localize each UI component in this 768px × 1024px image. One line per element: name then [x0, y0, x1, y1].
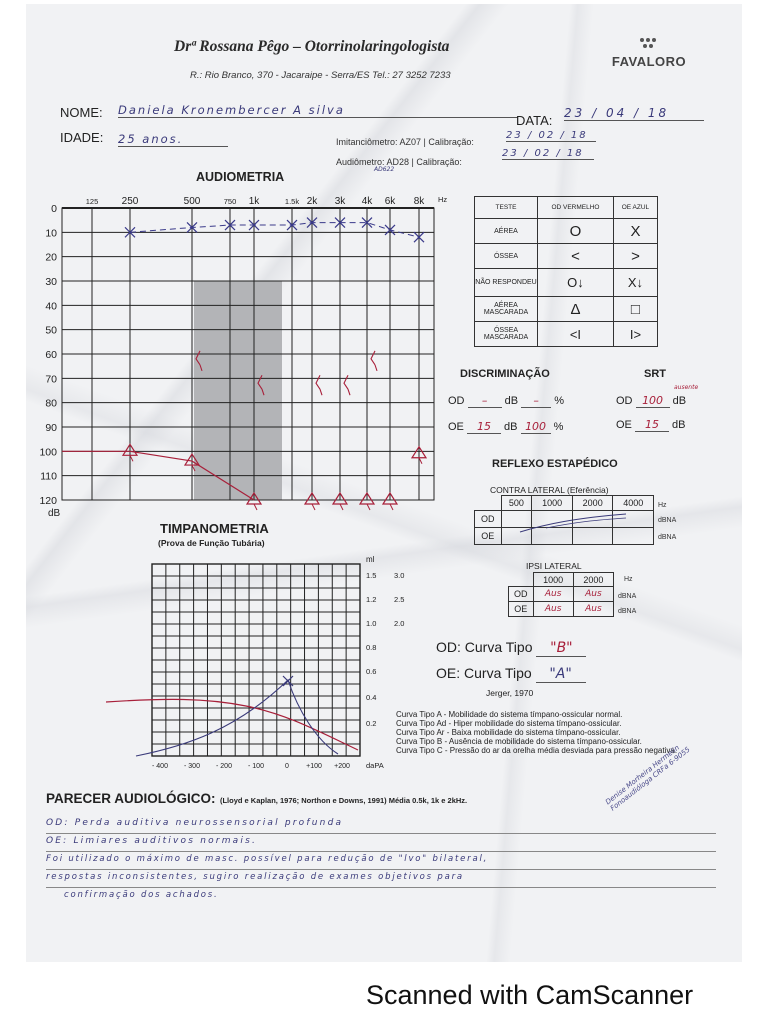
reflex-freq: 4000: [613, 496, 654, 511]
srt-od-label: OD: [616, 395, 633, 407]
legend-od-symbol: <I: [538, 322, 614, 347]
ipsi-freq: 2000: [573, 573, 613, 587]
freq-unit-label: Hz: [438, 195, 448, 204]
reflex-row-label: OD: [475, 511, 502, 528]
ipsi-hz: Hz: [624, 576, 633, 583]
pressure-tick-label: - 400: [152, 763, 168, 770]
legend-od-symbol: <: [538, 244, 614, 269]
parecer-line: respostas inconsistentes, sugiro realização de exames objetivos para: [46, 870, 716, 888]
legend-test: AÉREA MASCARADA: [475, 297, 538, 322]
db-tick-label: 10: [45, 227, 57, 240]
name-label: NOME:: [60, 105, 103, 120]
tympanometry-subtitle: (Prova de Função Tubária): [158, 538, 265, 548]
clinic-address: R.: Rio Branco, 370 - Jacaraipe - Serra/ES Tel.: 27 3252 7233: [190, 70, 451, 81]
discrimination-od-row: [448, 394, 564, 408]
legend-od-symbol: Δ: [538, 297, 614, 322]
pressure-tick-label: +200: [334, 763, 350, 770]
od-tympanogram-curve: [106, 699, 358, 750]
srt-title: SRT: [644, 368, 666, 380]
legend-od-symbol: O↓: [538, 269, 614, 297]
legend-oe-symbol: I>: [613, 322, 657, 347]
od-no-response-arrow: [254, 504, 257, 510]
legend-header-od: OD VERMELHO: [538, 197, 614, 219]
srt-od-note: ausente: [674, 384, 699, 391]
freq-tick-label: 4k: [361, 196, 373, 207]
legend-test: NÃO RESPONDEU: [475, 269, 538, 297]
oe-label: OE: [448, 421, 464, 433]
freq-tick-label: 750: [223, 197, 237, 206]
pressure-tick-label: - 300: [184, 763, 200, 770]
pressure-unit-label: daPA: [366, 761, 384, 770]
db-unit-label: dB: [48, 508, 61, 519]
od-curve-value: "B": [536, 640, 586, 657]
db-tick-label: 110: [40, 470, 57, 483]
ml-tick-label: 1.5: [366, 571, 377, 580]
discrimination-oe-row: [448, 420, 563, 434]
db-unit: dB: [504, 421, 518, 433]
date-label: DATA:: [516, 113, 553, 128]
srt-db-unit: dB: [672, 419, 686, 431]
db-tick-label: 0: [51, 203, 57, 215]
db-tick-label: 50: [45, 324, 57, 337]
ipsi-row-label: OD: [509, 587, 534, 602]
pressure-tick-label: 0: [285, 763, 289, 770]
srt-oe-row: [616, 418, 686, 432]
discrimination-od-db: –: [468, 394, 502, 408]
audiometro-note: AD622: [374, 166, 395, 173]
od-no-response-arrow: [367, 504, 370, 510]
curve-type-line: Curva Tipo B - Ausência de mobilidade do sistema tímpano-ossicular.: [396, 737, 642, 746]
legend-oe-symbol: X: [613, 219, 657, 244]
freq-tick-label: 8k: [413, 196, 425, 207]
scale-tick-label: 3.0: [394, 571, 405, 580]
db-tick-label: 30: [45, 276, 57, 288]
pct-unit: %: [554, 395, 564, 407]
reflex-freq: 500: [501, 496, 532, 511]
ml-tick-label: 0.4: [366, 693, 377, 702]
jerger-citation: Jerger, 1970: [486, 688, 534, 698]
reflex-row-label: OE: [475, 528, 502, 545]
scale-tick-label: 2.5: [394, 595, 405, 604]
imitanciometro-date: 23 / 02 / 18: [506, 130, 596, 142]
freq-tick-label: 1.5k: [284, 197, 300, 206]
scale-tick-label: 2.0: [394, 619, 405, 628]
audiogram-chart: [34, 190, 448, 530]
db-tick-label: 20: [45, 251, 57, 264]
ml-tick-label: 0.2: [366, 719, 377, 728]
logo-dots-icon: [638, 36, 658, 52]
parecer-text: [46, 816, 716, 905]
reflex-oe-unit: dBNA: [658, 534, 677, 541]
age-value: 25 anos.: [118, 132, 228, 147]
ipsi-value: Aus: [573, 587, 613, 602]
od-no-response-arrow: [340, 504, 343, 510]
freq-tick-label: 500: [183, 196, 201, 207]
od-label: OD: [448, 395, 465, 407]
srt-od-row: [616, 394, 686, 408]
freq-tick-label: 6k: [384, 196, 396, 207]
freq-tick-label: 125: [85, 197, 99, 206]
pressure-tick-label: +100: [306, 763, 322, 770]
db-unit: dB: [504, 395, 519, 407]
report-page: [26, 4, 742, 962]
freq-tick-label: 1k: [248, 196, 260, 207]
pressure-tick-label: - 200: [216, 763, 232, 770]
db-tick-label: 70: [45, 373, 57, 386]
ipsi-od-unit: dBNA: [618, 593, 637, 600]
ml-tick-label: 1.2: [366, 595, 377, 604]
legend-header-oe: OE AZUL: [613, 197, 657, 219]
pct-unit: %: [553, 421, 564, 433]
reflex-od-unit: dBNA: [658, 517, 677, 524]
tympanogram-chart: [76, 550, 406, 772]
name-value: Daniela Kronembercer A silva: [118, 103, 518, 118]
parecer-line: OE: Limiares auditivos normais.: [46, 834, 716, 852]
imitanciometro-label: Imitanciômetro: AZ07 | Calibração:: [336, 137, 474, 147]
db-tick-label: 120: [39, 495, 57, 507]
legend-oe-symbol: >: [613, 244, 657, 269]
symbol-legend: [474, 196, 658, 347]
camscanner-watermark: Scanned with CamScanner: [366, 980, 694, 1010]
legend-oe-symbol: □: [613, 297, 657, 322]
freq-tick-label: 250: [121, 196, 139, 207]
curve-type-line: Curva Tipo C - Pressão do ar da orelha média desviada para pressão negativa.: [396, 746, 678, 755]
curve-type-line: Curva Tipo Ad - Hiper mobilidade do sistema tímpano-ossicular.: [396, 719, 622, 728]
ipsi-row-label: OE: [509, 602, 534, 617]
ipsi-freq: 1000: [533, 573, 573, 587]
discrimination-od-pct: –: [521, 394, 551, 408]
audiometro-label: Audiômetro: AD28 | Calibração:: [336, 157, 462, 167]
date-value: 23 / 04 / 18: [564, 106, 704, 121]
audiometro-date: 23 / 02 / 18: [502, 148, 594, 160]
oe-series-line: [130, 223, 419, 238]
discrimination-title: DISCRIMINAÇÃO: [460, 368, 550, 380]
reflex-handwriting: [516, 510, 636, 536]
logo-text: FAVALORO: [611, 54, 687, 69]
doctor-name: Drª Rossana Pêgo – Otorrinolaringologista: [174, 38, 450, 55]
parecer-line: confirmação dos achados.: [64, 890, 219, 900]
ipsi-value: Aus: [533, 587, 573, 602]
db-tick-label: 90: [45, 422, 57, 434]
legend-oe-symbol: X↓: [613, 269, 657, 297]
parecer-title: PARECER AUDIOLÓGICO:: [46, 791, 216, 806]
contra-lateral-title: CONTRA LATERAL (Eferência): [490, 485, 609, 495]
ipsi-oe-unit: dBNA: [618, 608, 637, 615]
ipsi-lateral-title: IPSI LATERAL: [526, 561, 582, 571]
curve-type-line: Curva Tipo A - Mobilidade do sistema tímpano-ossicular normal.: [396, 710, 623, 719]
oe-curve-label: OE: Curva Tipo: [436, 665, 532, 681]
ml-unit-label: ml: [366, 555, 375, 564]
srt-db-unit: dB: [672, 395, 687, 407]
od-curve-row: [436, 639, 586, 657]
reflex-hz: Hz: [658, 502, 667, 509]
reflex-freq: 1000: [532, 496, 573, 511]
discrimination-oe-db: 15: [467, 420, 501, 434]
discrimination-oe-pct: 100: [521, 420, 551, 434]
srt-od-value: 100: [636, 394, 670, 408]
legend-od-symbol: O: [538, 219, 614, 244]
db-tick-label: 100: [39, 446, 57, 459]
od-curve-label: OD: Curva Tipo: [436, 639, 533, 655]
legend-header-test: TESTE: [475, 197, 538, 219]
parecer-line: OD: Perda auditiva neurossensorial profunda: [46, 816, 716, 834]
signature-stamp: Denise Morheira Hermelin Fonoaudióloga CRFa 6-9055: [604, 743, 692, 813]
db-tick-label: 80: [45, 397, 57, 410]
audiometry-title: AUDIOMETRIA: [196, 170, 285, 184]
tympanometry-title: TIMPANOMETRIA: [160, 521, 269, 536]
freq-tick-label: 2k: [306, 196, 318, 207]
srt-oe-label: OE: [616, 419, 632, 431]
ml-tick-label: 0.8: [366, 643, 377, 652]
srt-oe-value: 15: [635, 418, 669, 432]
reflex-freq: 2000: [572, 496, 613, 511]
ml-tick-label: 1.0: [366, 619, 377, 628]
oe-curve-value: "A": [536, 666, 586, 683]
masking-shade: [194, 281, 282, 500]
db-tick-label: 60: [45, 349, 57, 361]
age-label: IDADE:: [60, 130, 104, 145]
pressure-tick-label: - 100: [248, 763, 264, 770]
oe-curve-row: [436, 665, 586, 683]
db-tick-label: 40: [45, 300, 57, 313]
legend-test: ÓSSEA MASCARADA: [475, 322, 538, 347]
freq-tick-label: 3k: [334, 196, 346, 207]
favaloro-logo: [608, 34, 690, 78]
parecer-reference: (Lloyd e Kaplan, 1976; Northon e Downs, 1991) Média 0.5k, 1k e 2kHz.: [219, 796, 468, 805]
legend-test: AÉREA: [475, 219, 538, 244]
ipsi-lateral-table: [508, 572, 614, 617]
parecer-line: Foi utilizado o máximo de masc. possível para redução de "lvo" bilateral,: [46, 852, 716, 870]
legend-test: ÓSSEA: [475, 244, 538, 269]
ipsi-value: Aus: [533, 602, 573, 617]
od-no-response-arrow: [390, 504, 393, 510]
curve-type-list: [396, 710, 677, 755]
curve-type-line: Curva Tipo Ar - Baixa mobilidade do sistema tímpano-ossicular.: [396, 728, 621, 737]
parecer-header: [46, 790, 467, 808]
ml-tick-label: 0.6: [366, 667, 377, 676]
reflex-title: REFLEXO ESTAPÉDICO: [492, 458, 618, 470]
od-no-response-arrow: [312, 504, 315, 510]
ipsi-value: Aus: [573, 602, 613, 617]
